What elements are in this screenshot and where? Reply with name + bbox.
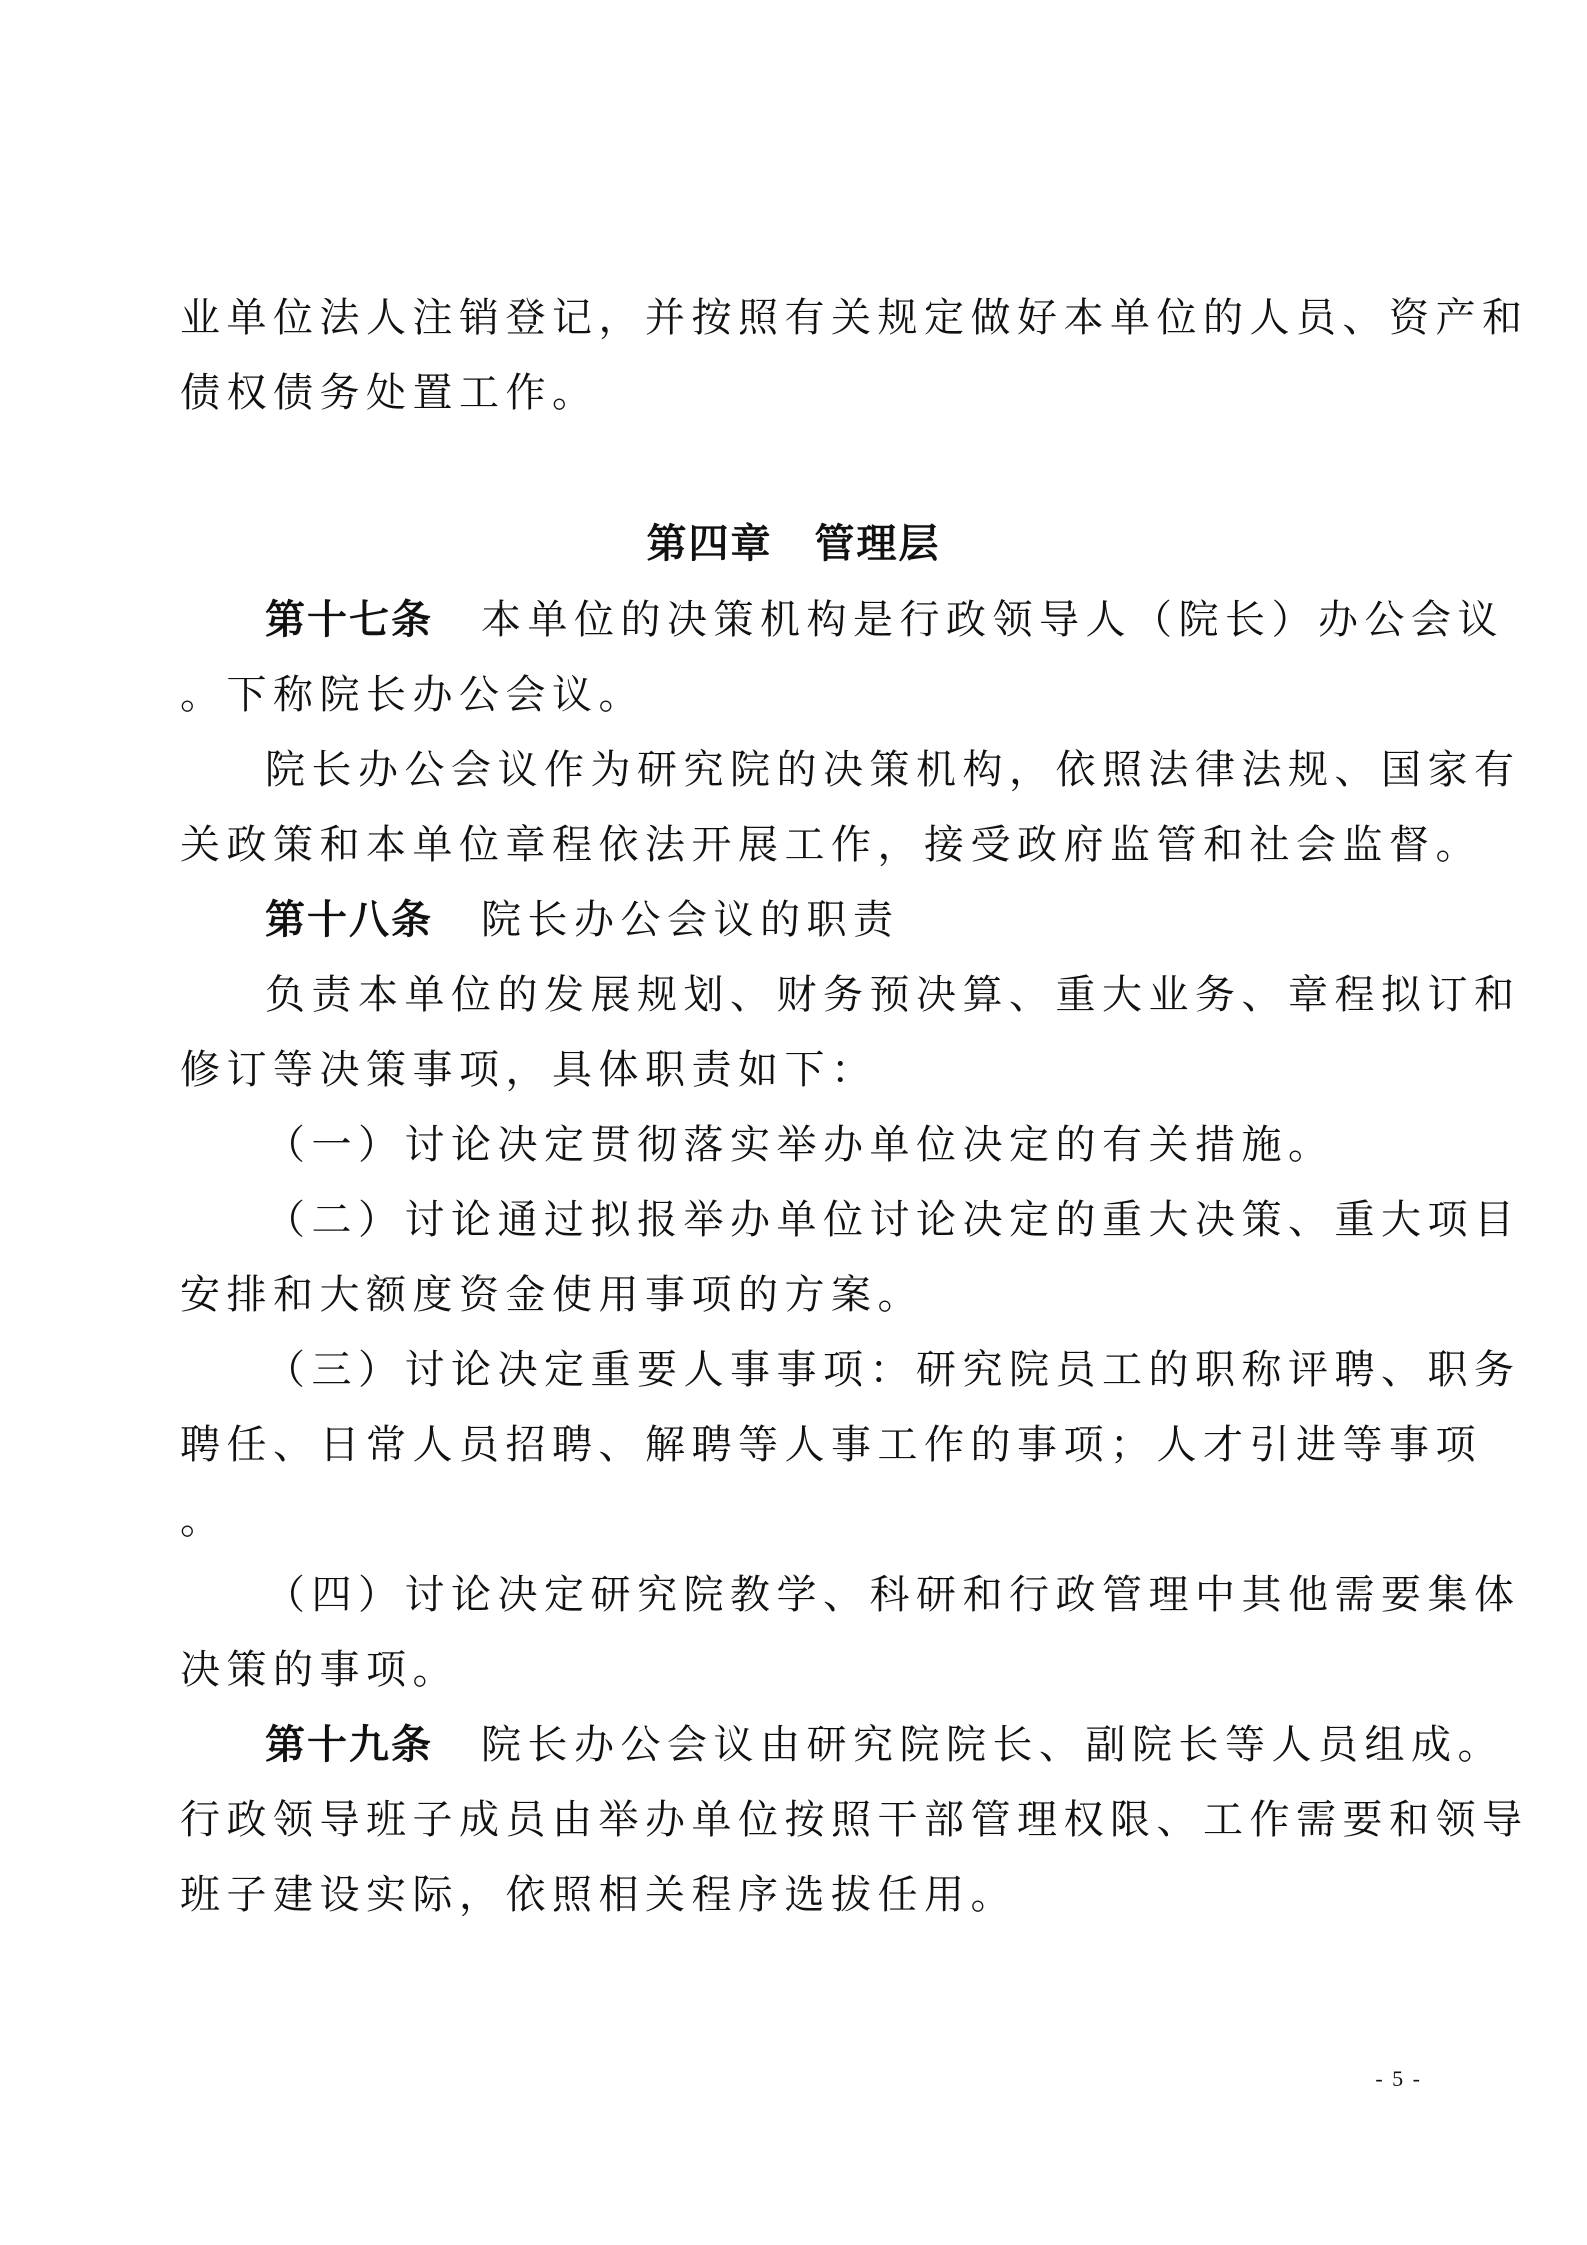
article-17-line: [265, 597, 1504, 643]
article-number: 第十八条: [265, 897, 433, 943]
article-text: 本单位的决策机构是行政领导人（院长）办公会议: [481, 597, 1504, 643]
text-line: 班子建设实际，依照相关程序选拔任用。: [180, 1872, 1017, 1918]
text-line: 。下称院长办公会议。: [180, 672, 645, 718]
article-text: 院长办公会议由研究院院长、副院长等人员组成。: [481, 1722, 1504, 1768]
list-item-4: （四）讨论决定研究院教学、科研和行政管理中其他需要集体: [265, 1572, 1521, 1618]
text-line: 。: [180, 1497, 227, 1543]
article-number: 第十七条: [265, 597, 433, 643]
article-number: 第十九条: [265, 1722, 433, 1768]
list-item-1: （一）讨论决定贯彻落实举办单位决定的有关措施。: [265, 1122, 1335, 1168]
text-line: 关政策和本单位章程依法开展工作，接受政府监管和社会监督。: [180, 822, 1482, 868]
text-line: 债权债务处置工作。: [180, 370, 599, 416]
text-line: 负责本单位的发展规划、财务预决算、重大业务、章程拟订和: [265, 972, 1521, 1018]
article-text: 院长办公会议的职责: [481, 897, 900, 943]
text-line: 聘任、日常人员招聘、解聘等人事工作的事项；人才引进等事项: [180, 1422, 1482, 1468]
page-number: - 5 -: [1375, 2066, 1422, 2091]
text-line: 决策的事项。: [180, 1647, 459, 1693]
text-line: 院长办公会议作为研究院的决策机构，依照法律法规、国家有: [265, 747, 1521, 793]
text-line: 行政领导班子成员由举办单位按照干部管理权限、工作需要和领导: [180, 1797, 1529, 1843]
article-19-line: [265, 1722, 1504, 1768]
text-line: 安排和大额度资金使用事项的方案。: [180, 1272, 924, 1318]
article-18-line: [265, 897, 1410, 943]
text-line: 修订等决策事项，具体职责如下：: [180, 1047, 878, 1093]
chapter-heading: 第四章 管理层: [646, 521, 941, 567]
list-item-3: （三）讨论决定重要人事事项：研究院员工的职称评聘、职务: [265, 1347, 1521, 1393]
text-line: 业单位法人注销登记，并按照有关规定做好本单位的人员、资产和: [180, 295, 1529, 341]
list-item-2: （二）讨论通过拟报举办单位讨论决定的重大决策、重大项目: [265, 1197, 1521, 1243]
